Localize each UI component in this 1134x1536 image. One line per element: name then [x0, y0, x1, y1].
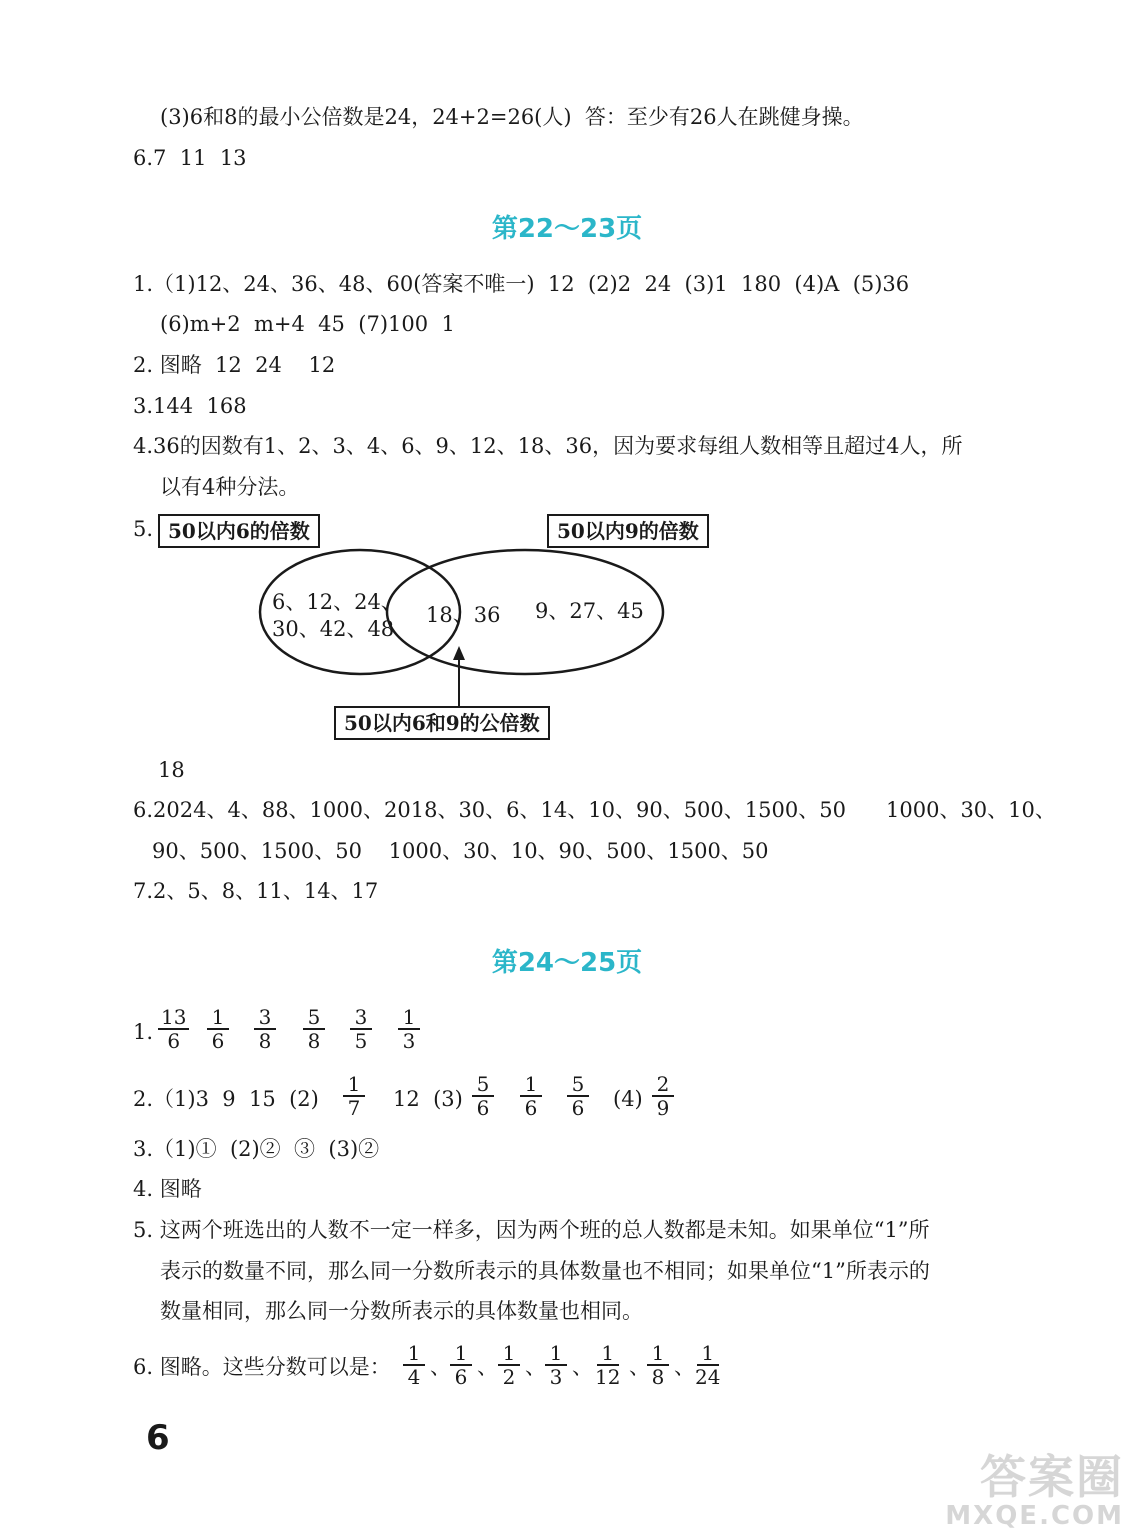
s2-q5-line2: 表示的数量不同，那么同一分数所表示的具体数量也不相同；如果单位“1”所表示的: [160, 1259, 930, 1283]
s2-q2-frac-2: $\frac{5}{6}$: [472, 1073, 494, 1119]
s2-q2-frac-5: $\frac{2}{9}$: [652, 1073, 674, 1119]
venn-diagram: [0, 0, 1134, 760]
venn-right-label: 50以内9的倍数: [547, 514, 709, 548]
venn-center-values: 18、36: [426, 603, 501, 627]
page-number: 6: [146, 1418, 170, 1458]
s2-q5-line1: 5. 这两个班选出的人数不一定一样多，因为两个班的总人数都是未知。如果单位“1”所: [133, 1218, 930, 1242]
s2-q2-prefix: 2.（1)3 9 15 (2): [133, 1087, 319, 1111]
answer-line-3: (3)6和8的最小公倍数是24，24+2=26(人) 答：至少有26人在跳健身操。: [160, 105, 864, 129]
s2-q2-frac-1: $\frac{1}{7}$: [343, 1073, 365, 1119]
q5-label: 5.: [133, 517, 154, 541]
s2-q1-frac-4: $\frac{5}{8}$: [303, 1006, 325, 1052]
s2-q2-frac-3: $\frac{1}{6}$: [520, 1073, 542, 1119]
venn-left-values-2: 30、42、48: [272, 617, 395, 641]
s2-q6-sep-2: 、: [477, 1355, 498, 1379]
s2-q6-sep-6: 、: [674, 1355, 695, 1379]
s2-q1-frac-5: $\frac{3}{5}$: [350, 1006, 372, 1052]
s2-q5-line3: 数量相同，那么同一分数所表示的具体数量也相同。: [160, 1299, 643, 1323]
venn-pointer-arrowhead: [453, 646, 465, 660]
s2-q3-line: 3.（1)① (2)② ③ (3)②: [133, 1137, 380, 1161]
s2-q1-frac-1: $\frac{13}{6}$: [158, 1006, 189, 1052]
watermark-url: MXQE.COM: [945, 1501, 1124, 1531]
venn-bottom-label: 50以内6和9的公倍数: [334, 706, 550, 740]
section-title-22-23: 第22～23页: [491, 214, 643, 244]
s2-q6-text: 6. 图略。这些分数可以是：: [133, 1355, 391, 1379]
s2-q1-frac-3: $\frac{3}{8}$: [254, 1006, 276, 1052]
answer-line-6: 6.7 11 13: [133, 146, 247, 170]
q6-line1: 6.2024、4、88、1000、2018、30、6、14、10、90、500、1500、50 1000、30、10、: [133, 798, 1056, 822]
s2-q6-sep-1: 、: [430, 1355, 451, 1379]
s2-q6-frac-6: $\frac{1}{8}$: [647, 1342, 669, 1388]
q3-line: 3.144 168: [133, 394, 247, 418]
s2-q6-frac-2: $\frac{1}{6}$: [450, 1342, 472, 1388]
s2-q2-p4: (4): [613, 1087, 643, 1111]
section-title-24-25: 第24～25页: [491, 948, 643, 978]
s2-q6-sep-4: 、: [572, 1355, 593, 1379]
q4-line2: 以有4种分法。: [160, 475, 300, 499]
q1-line2: (6)m+2 m+4 45 (7)100 1: [160, 312, 455, 336]
q7-line: 7.2、5、8、11、14、17: [133, 879, 379, 903]
s2-q1-frac-6: $\frac{1}{3}$: [398, 1006, 420, 1052]
s2-q6-frac-1: $\frac{1}{4}$: [403, 1342, 425, 1388]
venn-left-values-1: 6、12、24、: [272, 590, 402, 614]
s2-q6-frac-3: $\frac{1}{2}$: [498, 1342, 520, 1388]
s2-q2-mid: 12 (3): [393, 1087, 463, 1111]
s2-q2-frac-4: $\frac{5}{6}$: [567, 1073, 589, 1119]
s2-q6-sep-5: 、: [629, 1355, 650, 1379]
venn-right-values: 9、27、45: [535, 599, 644, 623]
s2-q6-frac-7: $\frac{1}{24}$: [695, 1341, 721, 1389]
q2-line: 2. 图略 12 24 12: [133, 353, 336, 377]
s2-q6-frac-4: $\frac{1}{3}$: [545, 1342, 567, 1388]
s2-q6-frac-5: $\frac{1}{12}$: [595, 1341, 621, 1389]
q1-line1: 1.（1)12、24、36、48、60(答案不唯一) 12 (2)2 24 (3)1 180 (4)A (5)36: [133, 272, 910, 296]
watermark-title: 答案圈: [980, 1450, 1124, 1504]
q5-answer: 18: [158, 758, 185, 782]
s2-q4-line: 4. 图略: [133, 1177, 202, 1201]
s2-q1-label: 1.: [133, 1020, 154, 1044]
q4-line1: 4.36的因数有1、2、3、4、6、9、12、18、36，因为要求每组人数相等且超过4人，所: [133, 434, 963, 458]
watermark: [945, 1452, 1124, 1530]
q6-line2: 90、500、1500、50 1000、30、10、90、500、1500、50: [152, 839, 769, 863]
s2-q6-sep-3: 、: [525, 1355, 546, 1379]
venn-left-label: 50以内6的倍数: [158, 514, 320, 548]
s2-q1-frac-2: $\frac{1}{6}$: [207, 1006, 229, 1052]
